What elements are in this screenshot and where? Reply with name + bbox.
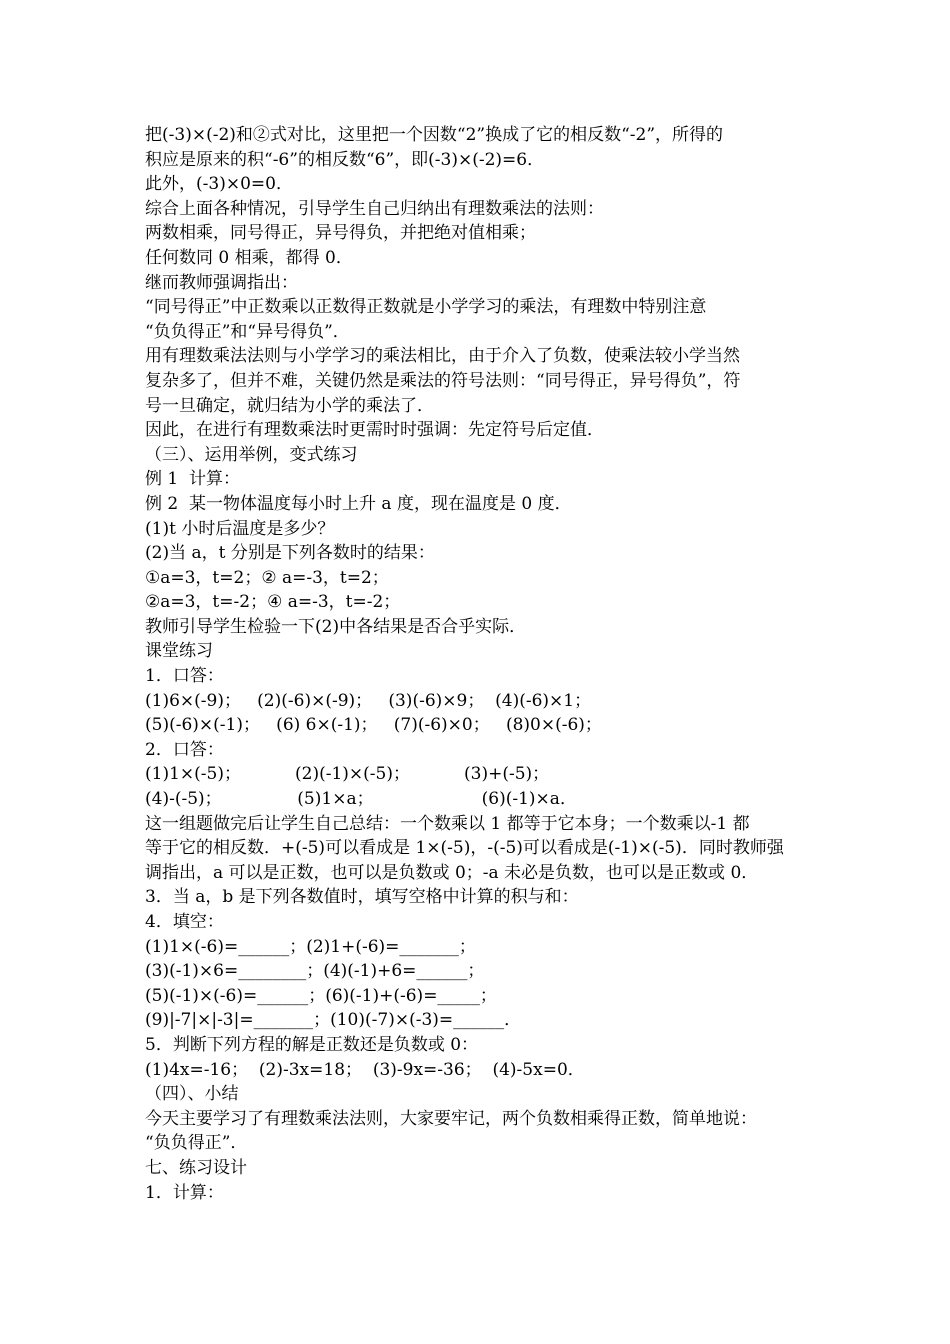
exercise-heading: 2．口答： (145, 739, 224, 760)
text-line: 今天主要学习了有理数乘法法则，大家要牢记，两个负数相乘得正数，简单地说： (145, 1108, 757, 1129)
text-line: 教师引导学生检验一下(2)中各结果是否合乎实际． (145, 616, 527, 637)
text-line: 调指出，a 可以是正数，也可以是负数或 0；-a 未必是负数，也可以是正数或 0． (145, 862, 759, 883)
exercise-line: (4)-(-5)； (5)1×a； (6)(-1)×a． (145, 789, 577, 810)
exercise-heading: 3．当 a，b 是下列各数值时，填写空格中计算的积与和： (145, 887, 579, 908)
section-heading: （三）、运用举例，变式练习 (145, 444, 358, 465)
document-body (145, 123, 815, 1205)
section-heading: 课堂练习 (145, 641, 213, 662)
text-line: 因此，在进行有理数乘法时更需时时强调：先定符号后定值． (145, 420, 604, 441)
exercise-line: (3)(-1)×6=________；(4)(-1)+6=______； (145, 961, 485, 982)
text-line: “负负得正”和“异号得负”． (145, 321, 350, 342)
text-line: 这一组题做完后让学生自己总结：一个数乘以 1 都等于它本身；一个数乘以-1 都 (145, 813, 750, 834)
text-line: 综合上面各种情况，引导学生自己归纳出有理数乘法的法则： (145, 198, 604, 219)
text-line: 积应是原来的积“-6”的相反数“6”，即(-3)×(-2)=6． (145, 149, 545, 170)
section-heading: （四）、小结 (145, 1084, 239, 1105)
text-line: ①a=3，t=2；② a=-3，t=2； (145, 567, 389, 588)
example-heading: 例 1 计算： (145, 469, 241, 490)
exercise-line: (9)|-7|×|-3|=_______；(10)(-7)×(-3)=______． (145, 1010, 522, 1031)
text-line: 把(-3)×(-2)和②式对比，这里把一个因数“2”换成了它的相反数“-2”，所得的 (145, 125, 724, 145)
exercise-line: (1)6×(-9)； (2)(-6)×(-9)； (3)(-6)×9； (4)(-6)×1； (145, 690, 592, 711)
text-line: 两数相乘，同号得正，异号得负，并把绝对值相乘； (145, 223, 536, 244)
text-line: 等于它的相反数．+(-5)可以看成是 1×(-5)，-(-5)可以看成是(-1)×(-5)．同时教师强 (145, 838, 784, 859)
example-heading: 例 2 某一物体温度每小时上升 a 度，现在温度是 0 度． (145, 493, 572, 514)
text-line: 任何数同 0 相乘，都得 0． (145, 247, 353, 268)
text-line: “负负得正”． (145, 1133, 248, 1154)
text-line: “同号得正”中正数乘以正数得正数就是小学学习的乘法，有理数中特别注意 (145, 297, 707, 318)
text-line: 用有理数乘法法则与小学学习的乘法相比，由于介入了负数，使乘法较小学当然 (145, 346, 740, 367)
text-line: (1)t 小时后温度是多少？ (145, 518, 335, 539)
exercise-line: (1)1×(-6)=______；(2)1+(-6)=_______； (145, 936, 476, 957)
text-line: (2)当 a，t 分别是下列各数时的结果： (145, 543, 435, 564)
text-line: 号一旦确定，就归结为小学的乘法了． (145, 395, 434, 416)
exercise-line: (5)(-1)×(-6)=______；(6)(-1)+(-6)=_____； (145, 985, 497, 1006)
exercise-heading: 1．口答： (145, 666, 224, 687)
text-line: 复杂多了，但并不难，关键仍然是乘法的符号法则：“同号得正，异号得负”，符 (145, 370, 741, 391)
text-line: 此外，(-3)×0=0． (145, 174, 293, 195)
exercise-heading: 5．判断下列方程的解是正数还是负数或 0： (145, 1034, 479, 1055)
section-heading: 七、练习设计 (145, 1157, 247, 1178)
exercise-line: (1)1×(-5)； (2)(-1)×(-5)； (3)+(-5)； (145, 764, 550, 785)
text-line: 继而教师强调指出： (145, 272, 298, 293)
exercise-heading: 1．计算： (145, 1182, 224, 1203)
text-line: ②a=3，t=-2；④ a=-3，t=-2； (145, 592, 401, 613)
exercise-line: (5)(-6)×(-1)； (6) 6×(-1)； (7)(-6)×0； (8)0×(-6)； (145, 715, 602, 736)
exercise-heading: 4．填空： (145, 912, 224, 932)
exercise-line: (1)4x=-16； (2)-3x=18； (3)-9x=-36； (4)-5x=0． (145, 1059, 585, 1080)
